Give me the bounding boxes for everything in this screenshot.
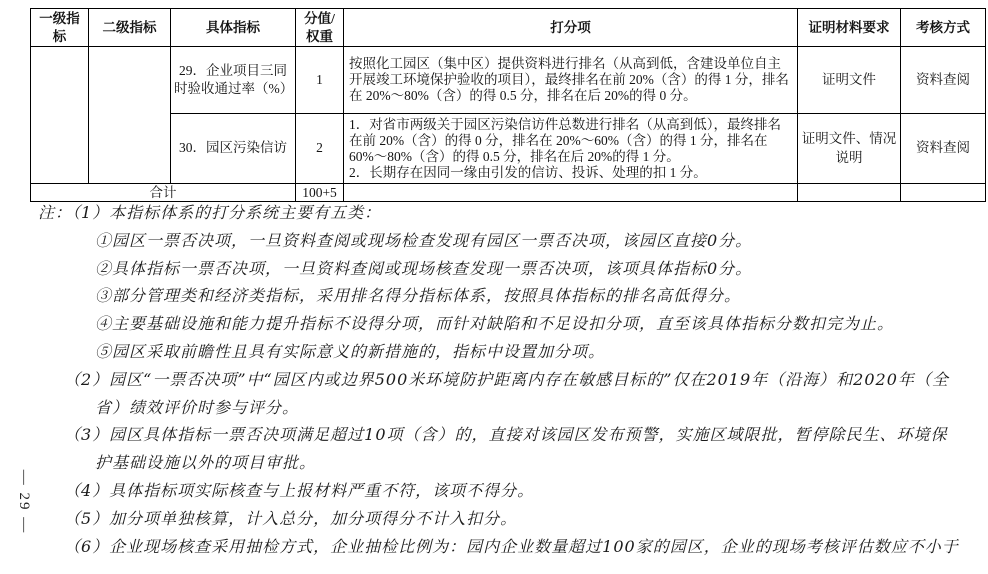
header-indicator: 具体指标 [171,9,296,47]
table-header-row [31,9,986,47]
header-score-weight: 分值/权重 [296,9,344,47]
cell-total-score: 100+5 [296,184,344,202]
cell-indicator-29: 29．企业项目三同时验收通过率（%） [171,47,296,114]
cell-total-label: 合计 [31,184,296,202]
cell-level1-empty [31,47,89,184]
note-line: （6）企业现场核查采用抽检方式，企业抽检比例为：园内企业数量超过100家的园区，企业的现场考核评估数应不小于 [64,536,959,556]
cell-evidence-29: 证明文件 [798,47,901,114]
indicator-table [30,8,986,202]
cell-method-30: 资料查阅 [901,114,986,184]
note-line: （4）具体指标项实际核查与上报材料严重不符，该项不得分。 [64,480,535,500]
scoring-paragraph: 2．长期存在因同一缘由引发的信访、投诉、处理的扣 1 分。 [349,164,707,180]
header-method: 考核方式 [901,9,986,47]
cell-scoring-29 [344,47,798,114]
notes-section [0,199,988,560]
note-line: ③部分管理类和经济类指标，采用排名得分指标体系，按照具体指标的排名高低得分。 [95,286,742,306]
cell-score-30: 2 [296,114,344,184]
table-row [31,47,986,114]
cell-evidence-30: 证明文件、情况说明 [798,114,901,184]
note-line: 护基础设施以外的项目审批。 [95,453,317,473]
header-level2: 二级指标 [89,9,171,47]
note-line: （5）加分项单独核算，计入总分，加分项得分不计入扣分。 [64,508,518,528]
header-level1: 一级指标 [31,9,89,47]
note-line: （2）园区“一票否决项”中“园区内或边界500米环境防护距离内存在敏感目标的”仅在2019年（沿海）和2020年（全 [64,369,949,389]
cell-score-29: 1 [296,47,344,114]
note-line: ①园区一票否决项，一旦资料查阅或现场检查发现有园区一票否决项，该园区直接0分。 [95,230,753,250]
note-line: （3）园区具体指标一票否决项满足超过10项（含）的，直接对该园区发布预警，实施区域限批，暂停除民生、环境保 [64,425,948,445]
cell-scoring-30 [344,114,798,184]
cell-level2-empty [89,47,171,184]
note-line: 注：（1）本指标体系的打分系统主要有五类： [38,203,382,222]
header-evidence: 证明材料要求 [798,9,901,47]
cell-indicator-30: 30．园区污染信访 [171,114,296,184]
note-line: ②具体指标一票否决项，一旦资料查阅或现场核查发现一票否决项，该项具体指标0分。 [95,258,753,278]
cell-method-29: 资料查阅 [901,47,986,114]
note-line: ⑤园区采取前瞻性且具有实际意义的新措施的，指标中设置加分项。 [95,341,606,361]
table-row [31,114,986,184]
page-number: — 29 — [16,469,32,535]
scoring-paragraph: 1．对省市两级关于园区污染信访件总数进行排名（从高到低），最终排名在前 20%（含）的得 0 分，排名在 20%～60%（含）的得 1 分，排名在 60%～80%（含）的得 0.5 分，排名在后 20%的得 1 分。 [349,116,781,164]
note-line: 省）绩效评价时参与评分。 [95,397,300,417]
scoring-paragraph: 按照化工园区（集中区）提供资料进行排名（从高到低，含建设单位自主开展竣工环境保护验收的项目），最终排名在前 20%（含）的得 1 分，排名在 20%～80%（含）的得 0.5 分，排名在后 20%的得 0 分。 [349,56,789,104]
header-scoring-item: 打分项 [344,9,798,47]
note-line: ④主要基础设施和能力提升指标不设得分项，而针对缺陷和不足设扣分项，直至该具体指标分数扣完为止。 [95,314,895,334]
